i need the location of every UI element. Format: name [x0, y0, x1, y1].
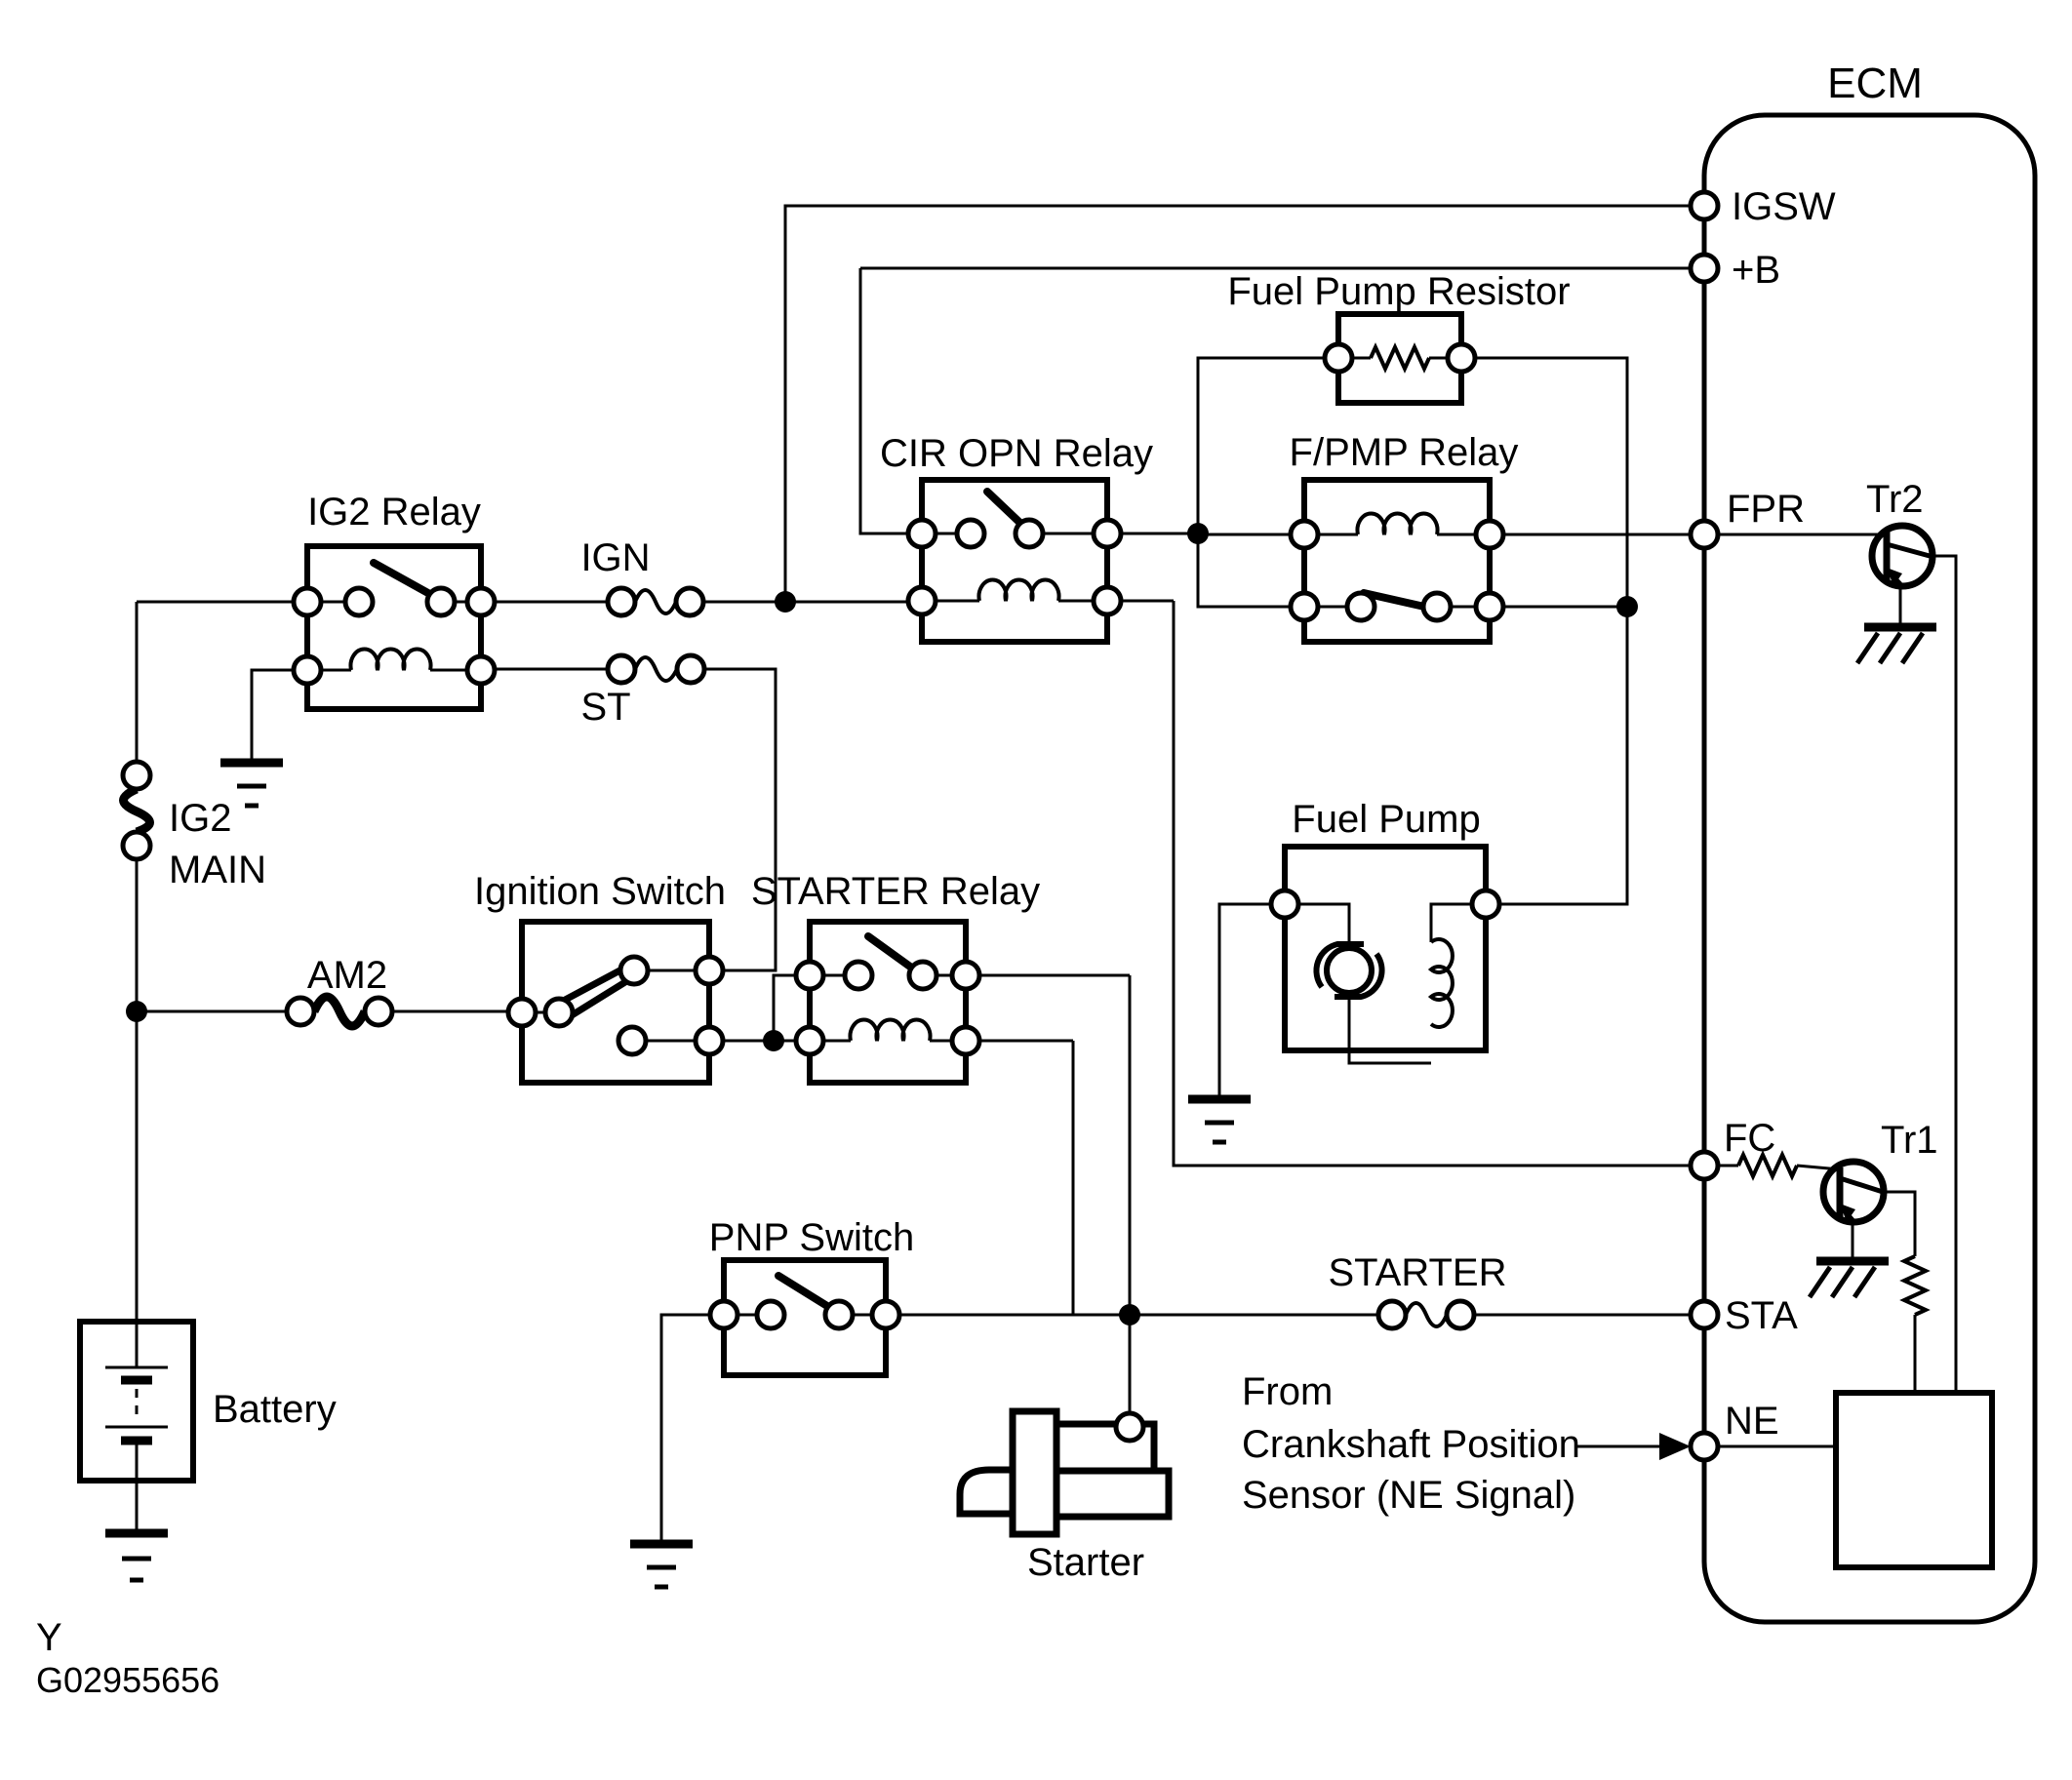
terminal	[696, 957, 723, 984]
terminal	[1378, 1301, 1406, 1328]
terminal	[710, 1301, 737, 1328]
terminal	[952, 1027, 979, 1054]
terminal	[427, 588, 455, 615]
starter-terminal	[1116, 1413, 1143, 1441]
terminal	[677, 655, 704, 683]
fuel-pump-label: Fuel Pump	[1292, 798, 1481, 841]
wire-pnp-left	[661, 1315, 886, 1544]
terminal	[294, 656, 321, 684]
terminal	[345, 588, 373, 615]
tr1-circle	[1823, 1162, 1884, 1222]
terminal	[1347, 593, 1375, 620]
terminal	[757, 1301, 784, 1328]
terminal	[123, 762, 150, 789]
terminal	[825, 1301, 853, 1328]
st-fuse-label: ST	[580, 686, 631, 729]
ne-arrowhead-icon	[1659, 1433, 1691, 1460]
pin-fpr-terminal	[1691, 521, 1718, 548]
terminal	[294, 588, 321, 615]
junction-dot	[763, 1030, 784, 1051]
fuel-pump-motor-symbol	[1316, 944, 1381, 997]
cir-opn-relay-box	[922, 480, 1107, 642]
tr1-chassis-hatches	[1810, 1267, 1875, 1297]
fuel-pump-ground-bars	[1205, 1123, 1234, 1142]
ig2-main-label-2: MAIN	[169, 849, 266, 891]
terminal	[952, 962, 979, 989]
terminal	[287, 998, 314, 1025]
terminal	[608, 655, 635, 683]
pin-fpr-label: FPR	[1727, 488, 1805, 531]
terminal	[908, 520, 936, 547]
starter-nose	[960, 1470, 1013, 1514]
st-fuse-element	[635, 657, 677, 681]
pin-fc-terminal	[1691, 1152, 1718, 1179]
terminal	[545, 999, 573, 1026]
pump-motor-circle	[1327, 948, 1372, 993]
fpmp-relay-label: F/PMP Relay	[1289, 431, 1519, 474]
pin-fc-label: FC	[1724, 1117, 1776, 1160]
terminal	[1016, 520, 1043, 547]
terminal	[796, 1027, 823, 1054]
pin-ne-terminal	[1691, 1433, 1718, 1460]
terminal	[845, 962, 872, 989]
ig2-coil	[351, 649, 431, 670]
terminal	[123, 832, 150, 859]
starter-relay-label: STARTER Relay	[750, 870, 1041, 913]
pin-plus-b-terminal	[1691, 255, 1718, 282]
note-line-2: Crankshaft Position	[1242, 1423, 1580, 1466]
terminal	[1448, 344, 1475, 372]
component-boxes	[80, 115, 2035, 1622]
terminal	[676, 588, 703, 615]
terminal	[1476, 521, 1503, 548]
junction-dot	[126, 1001, 147, 1022]
pnp-switch-box	[724, 1260, 886, 1375]
tr1-label: Tr1	[1881, 1119, 1938, 1162]
starter-main-body	[1056, 1471, 1169, 1517]
fuel-pump-coil	[1431, 939, 1453, 1027]
terminal	[908, 587, 936, 614]
tr1-collector-resistor	[1904, 1256, 1926, 1315]
am2-fusible-link	[314, 997, 365, 1026]
pnp-switch-label: PNP Switch	[708, 1216, 915, 1259]
starter-fuse-element	[1406, 1303, 1447, 1326]
terminal	[467, 656, 495, 684]
pin-ne-label: NE	[1725, 1400, 1779, 1443]
terminal	[1291, 521, 1318, 548]
wires	[137, 206, 1956, 1544]
transistor-tr1	[1823, 1162, 1884, 1222]
junction-dot	[1119, 1304, 1140, 1325]
starter-solenoid-body	[1013, 1411, 1056, 1534]
terminal	[1291, 593, 1318, 620]
fpmp-coil	[1358, 513, 1438, 534]
cir-opn-relay-label: CIR OPN Relay	[879, 432, 1154, 475]
ecm-label: ECM	[1827, 59, 1923, 107]
wire-fc	[1704, 1166, 1840, 1169]
text-labels	[36, 59, 1938, 1700]
battery-symbol	[105, 1367, 168, 1441]
ecm-box	[1704, 115, 2035, 1622]
wire-ig2-coil-row	[252, 670, 481, 763]
terminal	[1094, 520, 1121, 547]
ne-module-box	[1836, 1393, 1992, 1567]
terminal	[872, 1301, 899, 1328]
terminal	[1472, 890, 1499, 918]
terminal	[467, 588, 495, 615]
terminal	[696, 1027, 723, 1054]
terminal	[508, 999, 536, 1026]
pin-sta-label: STA	[1725, 1294, 1798, 1337]
tr2-label: Tr2	[1866, 478, 1924, 521]
terminal	[909, 962, 936, 989]
terminal	[1447, 1301, 1474, 1328]
junction-dot	[1616, 596, 1638, 617]
fuel-pump-resistor-element	[1371, 347, 1429, 369]
terminal	[608, 588, 635, 615]
wire-fuel-pump	[1219, 904, 1486, 1099]
ig2-relay-label: IG2 Relay	[307, 491, 481, 534]
terminal	[618, 1027, 646, 1054]
fuel-pump-box	[1285, 847, 1486, 1050]
terminal	[796, 962, 823, 989]
terminal	[1094, 587, 1121, 614]
ig2-ground-bars	[237, 786, 266, 806]
ig2-switch-arm	[374, 563, 435, 597]
battery-label: Battery	[213, 1388, 337, 1431]
pnp-ground-bars	[647, 1567, 676, 1587]
fuel-pump-resistor-label: Fuel Pump Resistor	[1227, 270, 1571, 313]
note-line-1: From	[1242, 1370, 1334, 1413]
ign-fuse-label: IGN	[580, 536, 651, 579]
tr2-chassis-hatches	[1857, 633, 1923, 663]
starter-fuse-label: STARTER	[1328, 1251, 1507, 1294]
terminal	[1476, 593, 1503, 620]
pin-igsw-label: IGSW	[1732, 185, 1836, 228]
battery-ground-bars	[122, 1559, 151, 1580]
pin-sta-terminal	[1691, 1301, 1718, 1328]
junction-dot	[775, 591, 796, 613]
chassis-grounds	[1810, 627, 1936, 1297]
terminal	[1271, 890, 1298, 918]
cir-opn-coil	[979, 579, 1059, 601]
junction-dot	[1187, 523, 1209, 544]
ign-fuse-element	[635, 590, 676, 613]
starter-relay-coil	[851, 1019, 931, 1041]
ig2-main-fusible-link	[124, 789, 150, 832]
ig2-main-label-1: IG2	[169, 797, 232, 840]
terminal	[620, 957, 648, 984]
am2-fuse-label: AM2	[306, 954, 388, 997]
terminal	[1423, 593, 1451, 620]
figure-code: G02955656	[36, 1660, 220, 1700]
transistor-tr2	[1872, 526, 1933, 586]
note-line-3: Sensor (NE Signal)	[1242, 1474, 1576, 1517]
figure-letter: Y	[36, 1616, 62, 1659]
terminal	[1325, 344, 1352, 372]
ignition-switch-label: Ignition Switch	[474, 870, 726, 913]
pin-plus-b-label: +B	[1732, 249, 1781, 292]
terminal	[957, 520, 984, 547]
pin-igsw-terminal	[1691, 192, 1718, 219]
starter-motor-label: Starter	[1026, 1541, 1145, 1584]
terminal	[365, 998, 392, 1025]
fpmp-relay-box	[1304, 480, 1490, 642]
